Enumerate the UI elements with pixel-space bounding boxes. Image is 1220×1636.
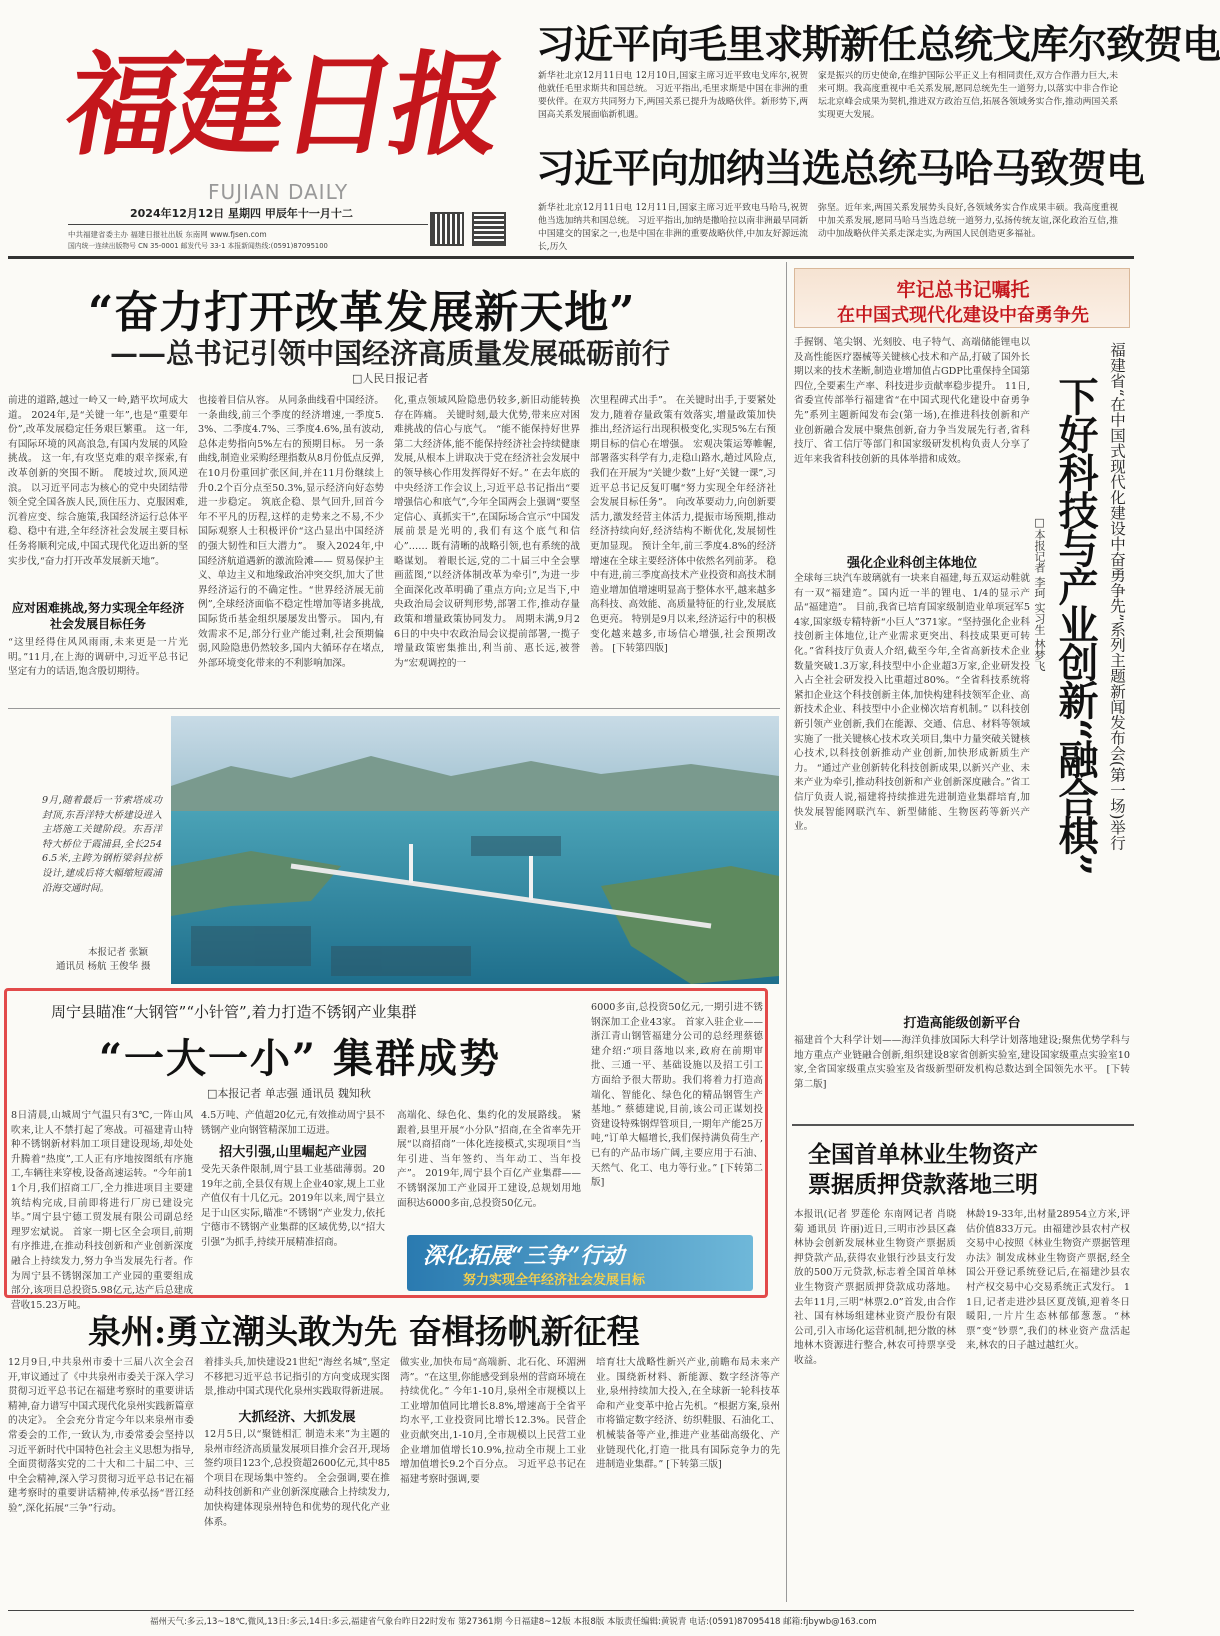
top-news-2-headline[interactable]: 习近平向加纳当选总统马哈马致贺电 — [536, 146, 1145, 192]
feature-byline: □本报记者 单志强 通讯员 魏知秋 — [207, 1087, 371, 1100]
lead-story-col2: 也接着目信从容。 从同条曲线看中国经济。 一条曲线,前三个季度的经济增速,一季度5.3%、二季度4.7%、三季度4.6%,虽有波动,总体走势指向5%左右的预期目标。 另一条曲线,制造业采购经理指数从8月份低点反弹,在10月份重回扩张区间,并在11月份继续上升0.2个百分点至50.3%,显示经济向好态势进一步稳定。 筑底企稳、景气回升,回首今年不平凡的历程,这样的走势来之不易,不少国际观察人士积极评价“这凸显出中国经济的强大韧性和巨大潜力”。 聚入2024年,中国经济航道遇新的激流险滩—— 贸易保护主义、单边主义和地缘政治冲突交织,加大了世界经济运行的不确定性。“世界经济展无前例”,全球经济面临不稳定性增加等诸多挑战,国际货币基金组织屡屡发出警示。 国内,有效需求不足,部分行业产能过剩,社会预期偏弱,风险隐患仍然较多,国内大循环存在堵点,外部环境变化带来的不利影响加深。 — [198, 395, 384, 669]
lead-story-col3: 化,重点领域风险隐患仍较多,新旧动能转换存在阵痛。 关键时刻,最大优势,带来应对困难挑战的信心与底气。 “能不能保持好世界第二大经济体,能不能保持经济社会持续健康发展,从根本上讲取决于党在经济社会发展中的领导核心作用发挥得好不好。” 在去年底的中央经济工作会议上,习近平总书记指出“要增强信心和底气”,今年全国两会上强调“要坚定信心、真抓实干”,在国际场合宣示“中国发展前景是光明的,我们有这个底气和信心”…… 既有清晰的战略引领,也有系统的战略谋划。 着眼长远,党的二十届三中全会擘画蓝图,“以经济体制改革为牵引”,为进一步全面深化改革明确了重点方向;立足当下,中央政治局会议研判形势,部署工作,推动存量政策和增量政策协同发力。 周期未满,9月26日的中央中农政治局会议提前部署,一揽子增量政策密集推出,利当前、惠长远,被誉为“宏观调控的一 — [394, 395, 580, 669]
lead-story — [0, 262, 790, 708]
feature-banner-line2: 努力实现全年经济社会发展目标 — [463, 1273, 646, 1288]
quanzhou-col2-tail: 12月5日,以“聚链相汇 制造未来”为主题的泉州市经济高质量发展项目推介会召开,现场签约项目123个,总投资超2600亿元,其中85个项目在现场集中签约。 全会强调,要在推动科技创新和产业创新深度融合上持续发力,加快构建体现泉州特色和优势的现代化产业体系。 — [204, 1429, 390, 1528]
quanzhou-headline[interactable]: 泉州:勇立潮头敢为先 奋楫扬帆新征程 — [88, 1312, 640, 1351]
feature-col1: 8日清晨,山城周宁气温只有3℃,一阵山风吹来,让人不禁打起了寒战。可福建青山特种不锈钢新材料加工项目建设现场,却处处升腾着“热度”,工人正有序地按图纸有序施工,车辆往来穿梭,设备高速运转。“今年前11个月,我们招商工厂,全力推进项目主要建筑结构完成,目前即将进行厂房已建设完毕。”周宁县宁德工贸发展有限公司副总经理罗宏斌说。 首家一期七区全会项目,前期有序推进,在推动科技创新和产业创新深度融合上持续发力,努力争当发展先行者。作为周宁县不锈钢深加工产业园的重要组成部分,该项目总投资5.98亿元,达产后总建成营收15.23万吨。 — [11, 1110, 193, 1311]
forestry-rule — [792, 1124, 1134, 1126]
sidebar-sub2-text: 福建首个大科学计划——海洋负排放国际大科学计划落地建设;聚焦优势学科与地方重点产业链融合创新,组织建设8家省创新实验室,建设国家级重点实验室10家,全省国家级重点实验室及省级新型研发机构总数达到全国领先水平。 [下转第二版] — [794, 1035, 1130, 1090]
sidebar-sub1-text: 全球每三块汽车玻璃就有一块来自福建,每五双运动鞋就有一双“福建造”。国内近一半的锂电、1/4的显示产品“福建造”。 目前,我省已培育国家级制造业单项冠军54家,国家级专精特新“小巨人”371家。“坚持强化企业科技创新主体地位,让产业需求更突出、科技成果更可转化。”省科技厅负责人介绍,截至今年,全省高新技术企业数量突破1.3万家,科技型中小企业超3万家,企业研发投入占全社会研发投入比重超过80%。“全省科技系统将紧扣企业这个科技创新主体,加快构建科技领军企业、高新技术企业、科技型中小企业梯次培育机制。” 以科技创新引领产业创新,我们在能源、交通、信息、材料等领域实施了一批关键核心技术攻关项目,集中力量突破关键核心技术,以科技创新推动产业创新,加快形成新质生产力。 “通过产业创新转化科技创新成果,以新兴产业、未来产业为牵引,推动科技创新和产业创新深度融合。”省工信厅负责人说,福建将持续推进先进制造业集群培育,加快发展智能网联汽车、新型储能、生物医药等新兴产业。 — [794, 573, 1030, 833]
sidebar-divider — [786, 262, 787, 1602]
photo-caption: 9月,随着最后一节索塔成功封顶,东吾洋特大桥建设进入主塔施工关键阶段。东吾洋特大桥位于霞浦县,全长2546.5米,主跨为钢桁梁斜拉桥设计,建成后将大幅缩短霞浦沿海交通时间。 — [42, 795, 162, 894]
masthead-divider — [8, 256, 1134, 259]
top-news-2-col1: 新华社北京12月11日电 12月11日,国家主席习近平致电马哈马,祝贺他当选加纳共和国总统。 习近平指出,加纳是撒哈拉以南非洲最早同新中国建交的国家之一,也是中国在非洲的重要战略伙伴,中加友好源远流长,历久 — [538, 203, 808, 252]
feature-banner[interactable] — [407, 1235, 753, 1291]
masthead-date: 2024年12月12日 星期四 甲辰年十一月十二 — [130, 207, 353, 220]
sidebar-banner-line2: 在中国式现代化建设中奋勇争先 — [837, 305, 1089, 326]
quanzhou-col1: 12月9日,中共泉州市委十三届八次全会召开,审议通过了《中共泉州市委关于深入学习贯彻习近平总书记在福建考察时的重要讲话精神,奋力谱写中国式现代化泉州实践新篇章的决定》。 全会充分肯定今年以来泉州市委常委会的工作,一致认为,市委常委会坚持以习近平新时代中国特色社会主义思想为指导,全面贯彻落实党的二十大和二十届二中、三中全会精神,深入学习贯彻习近平总书记在福建考察时的重要讲话精神,传承弘扬“晋江经验”,深化拓展“三争”行动。 — [8, 1357, 194, 1514]
quanzhou-col4: 培育壮大战略性新兴产业,前瞻布局未来产业。围绕新材料、新能源、数字经济等产业,泉州持续加大投入,在全球新一轮科技革命和产业变革中抢占先机。“根据方案,泉州市将锚定数字经济、纺织鞋服、石油化工、机械装备等产业,推进产业基础高级化、产业链现代化,打造一批具有国际竞争力的先进制造业集群。” [下转第三版] — [596, 1357, 780, 1471]
masthead-info-1: 中共福建省委主办 福建日报社出版 东南网 www.fjsen.com — [68, 230, 267, 239]
sidebar-vertical-byline: □本报记者 李珂 实习生 林梦飞 — [1033, 516, 1046, 672]
masthead-info-2: 国内统一连续出版物号 CN 35-0001 邮发代号 33-1 本报新闻热线:(0591)87095100 — [68, 242, 328, 250]
feature-col2: 4.5万吨、产值超20亿元,有效推动周宁县不锈钢产业向钢管精深加工迈进。 — [201, 1110, 386, 1136]
feature-col4: 6000多亩,总投资50亿元,一期引进不锈钢深加工企业43家。 首家入驻企业——浙江青山钢管福建分公司的总经理蔡德建介绍:“项目落地以来,政府在前期审批、三通一平、基础设施以及招工引工方面给予很大帮助。我们将着力打造高端化、智能化、绿色化的精品钢管生产基地。” 蔡德建说,目前,该公司正谋划投资建设特殊钢焊管项目,一期年产能25万吨,“订单大幅增长,我们保持满负荷生产,已有的产品市场广阔,主要应用于石油、天然气、化工、电力等行业。” [下转第二版] — [591, 1002, 763, 1189]
footer-rule — [8, 1610, 1134, 1611]
feature-col2-heading: 招大引强,山里崛起产业园 — [219, 1145, 367, 1160]
top-news-1-col2: 家是振兴的历史使命,在维护国际公平正义上有相同责任,双方合作潜力巨大,未来可期。我高度重视中毛关系发展,愿同总统先生一道努力,以落实中非合作论坛北京峰会成果为契机,推进双方政治互信,拓展各领域务实合作,推动两国关系实现更大发展。 — [818, 71, 1118, 120]
feature-col2-tail: 受先天条件限制,周宁县工业基础薄弱。2019年之前,全县仅有规上企业40家,规上工业产值仅有十几亿元。2019年以来,周宁县立足于山区实际,瞄准“不锈钢”产业发力,依托宁德市不锈钢产业集群的区域优势,以“招大引强”为抓手,持续开展精准招商。 — [201, 1164, 386, 1248]
masthead-logo: 福建日报 — [56, 40, 512, 171]
quanzhou-story — [0, 1302, 790, 1610]
lead-story-headline[interactable]: “奋力打开改革发展新天地” — [88, 287, 636, 338]
feature-banner-line1: 深化拓展“三争”行动 — [423, 1243, 625, 1269]
masthead — [0, 0, 520, 250]
photo-credit-2: 通讯员 杨航 王俊华 摄 — [56, 961, 151, 972]
masthead-rule — [68, 224, 428, 225]
forestry-col2: 林龄19-33年,出材量28954立方米,评估价值833万元。由福建沙县农村产权交易中心按照《林业生物资产票据管理办法》制发成林业生物资产票据,经全国公开登记系统登记后,在福建沙县农村产权交易中心交易系统正式发行。 11日,记者走进沙县区夏茂镇,迎着冬日暖阳,一片片生态林郁郁葱葱。“林票”变“钞票”,我们的林业资产盘活起来,林农的日子越过越红火。 — [966, 1209, 1130, 1352]
sidebar-vertical-headline[interactable]: 下好科技与产业创新“融合棋” — [1052, 376, 1099, 875]
quanzhou-col2: 着排头兵,加快建设21世纪“海丝名城”,坚定不移把习近平总书记指引的方向变成现实图景,推动中国式现代化泉州实践取得新进展。 — [204, 1357, 390, 1398]
top-news-1 — [530, 14, 1220, 124]
bridge-photo[interactable] — [171, 716, 779, 984]
forestry-headline-2[interactable]: 票据质押贷款落地三明 — [808, 1171, 1038, 1198]
lead-story-subheadline: ——总书记引领中国经济高质量发展砥砺前行 — [110, 337, 671, 370]
lead-story-byline: □人民日报记者 — [352, 372, 429, 385]
feature-box — [4, 988, 768, 1311]
quanzhou-col3: 做实业,加快布局“高端新、北石化、环湄洲湾”。“在这里,你能感受到泉州的营商环境在持续优化。” 今年1-10月,泉州全市规模以上工业增加值同比增长8.8%,增速高于全省平均水平,工业投资同比增长12.3%。民营企业贡献突出,1-10月,全市规模以上民营工业企业增加值增长10.9%,拉动全市规上工业增加值增长9.2个百分点。 习近平总书记在福建考察时强调,要 — [400, 1357, 586, 1485]
photo-block — [8, 716, 780, 984]
top-news-1-headline[interactable]: 习近平向毛里求斯新任总统戈库尔致贺电 — [536, 22, 1220, 68]
photo-credit-1: 本报记者 张颖 — [88, 947, 149, 958]
sidebar-sub2: 打造高能级创新平台 — [903, 1016, 1021, 1031]
top-news-2 — [530, 130, 1145, 252]
sidebar — [792, 266, 1134, 1116]
lead-story-after-sub: “这里经得住风风雨雨,未来更是一片光明。”11月,在上海的调研中,习近平总书记坚定有力的话语,饱含殷切期待。 — [8, 637, 188, 678]
forestry-col1: 本报讯(记者 罗莲伦 东南网记者 肖晓菊 通讯员 许丽)近日,三明市沙县区森林协会创新发展林业生物资产票据质押贷款产品,获得农业银行沙县支行发放的500万元贷款,标志着全国首单林业生物资产票据质押贷款成功落地。 去年11月,三明“林票2.0”首发,由合作社、国有林场组建林业资产股份有限公司,引入市场化运营机制,把分散的林地林木资源进行整合,林农可持票享受收益。 — [794, 1209, 956, 1366]
sidebar-banner-line1: 牢记总书记嘱托 — [896, 279, 1030, 301]
feature-headline[interactable]: “一大一小” 集群成势 — [99, 1035, 501, 1082]
footer-text: 福州天气:多云,13~18℃,微风,13日:多云,14日:多云,福建省气象台昨日22时发布 第27361期 今日福建8~12版 本报8版 本版责任编辑:黄锐青 电话:(0591)87095418 邮箱:fjbywb@163.com — [150, 1617, 877, 1627]
lead-story-col1: 前进的道路,越过一岭又一岭,踏平坎坷成大道。 2024年,是“关键一年”,也是“重要年份”,改革发展稳定任务艰巨繁重。 这一年,有国际环境的风高浪急,有国内发展的风险挑战。 这一年,有攻坚克难的艰辛探索,有改革创新的突围不断。 爬坡过坎,顶风逆浪。 以习近平同志为核心的党中央团结带领全党全国各族人民,顶住压力、克服困难,沉着应变、综合施策,我国经济运行总体平稳、稳中有进,全年经济社会发展主要目标任务将顺利完成,中国式现代化迈出新的坚实步伐,“奋力打开改革发展新天地”。 — [8, 395, 188, 567]
sidebar-banner[interactable] — [794, 268, 1130, 328]
lead-bottom-rule — [8, 708, 780, 709]
lead-story-col4: 次里程碑式出手”。 在关键时出手,于要紧处发力,随着存量政策有效落实,增量政策加快推出,经济运行出现积极变化,实现5%左右预期目标的信心在增强。 宏观决策运筹帷幄,部署落实科学有力,走稳山路水,趟过风险点,我们在开展为“关键少数”上好“关键一课”,习近平总书记反复叮嘱“努力实现全年经济社会发展目标任务”。 向改革要动力,向创新要活力,激发经营主体活力,提振市场预期,推动经济持续向好,经济结构不断优化,发展韧性更加显现。 预计全年,前三季度4.8%的经济增速在全球主要经济体中依然名列前茅。 稳中有进,前三季度高技术产业投资和高技术制造业增加值增速明显高于整体水平,越来越多高科技、高效能、高质量特征的行业,发展底色更亮。 特别是9月以来,经济运行中的积极变化越来越多,市场信心增强,社会预期改善。 [下转第四版] — [590, 395, 776, 655]
forestry-story — [792, 1128, 1134, 1604]
lead-story-sub-heading: 应对困难挑战,努力实现全年经济社会发展目标任务 — [11, 601, 185, 631]
top-news-1-col1: 新华社北京12月11日电 12月10日,国家主席习近平致电戈库尔,祝贺他就任毛里求斯共和国总统。 习近平指出,毛里求斯是中国在非洲的重要伙伴。在双方共同努力下,两国关系已提升为战略伙伴。新形势下,两国高关系发展面临新机遇。 — [538, 71, 808, 120]
feature-kicker: 周宁县瞄准“大钢管”“小针管”,着力打造不锈钢产业集群 — [51, 1003, 417, 1021]
sidebar-vertical-intro: 福建省“在中国式现代化建设中奋勇争先”系列主题新闻发布会(第一场)举行 — [1108, 342, 1126, 851]
sidebar-sub1: 强化企业科创主体地位 — [846, 556, 977, 571]
quanzhou-col2-heading: 大抓经济、大抓发展 — [238, 1410, 356, 1425]
masthead-english-name: FUJIAN DAILY — [208, 180, 349, 204]
qr-code-1[interactable] — [430, 212, 464, 246]
qr-code-2[interactable] — [472, 212, 506, 246]
forestry-headline-1[interactable]: 全国首单林业生物资产 — [808, 1141, 1038, 1168]
sidebar-intro-text: 手握钢、笔尖钢、光刻胶、电子特气、高端储能锂电以及高性能医疗器械等关键核心技术和产品,打破了国外长期以来的技术垄断,制造业增加值占GDP比重保持全国第四位,全要素生产率、科技进步贡献率稳步提升。 11日,省委宣传部举行福建省“在中国式现代化建设中奋勇争先”系列主题新闻发布会(第一场),在推进科技创新和产业创新融合发展中聚焦创新,奋力争当发展先行者,省科技厅、省工信厅等部门和国家级研发机构负责人分享了近年来我省科技创新的具体举措和成效。 — [794, 337, 1030, 465]
feature-col3: 高端化、绿色化、集约化的发展路线。 紧跟着,县里开展“小分队”招商,在全省率先开展“以商招商”一体化连接模式,实现项目“当年引进、当年签约、当年动工、当年投产”。 2019年,周宁县个百亿产业集群——不锈钢深加工产业园开工建设,总规划用地面积达6000多亩,总投资50亿元。 — [397, 1110, 581, 1209]
top-news-2-col2: 弥坚。近年来,两国关系发展势头良好,各领域务实合作成果丰硕。我高度重视中加关系发展,愿同马哈马当选总统一道努力,弘扬传统友谊,深化政治互信,推动中加战略伙伴关系走深走实,为两国人民创造更多福祉。 — [818, 203, 1118, 239]
